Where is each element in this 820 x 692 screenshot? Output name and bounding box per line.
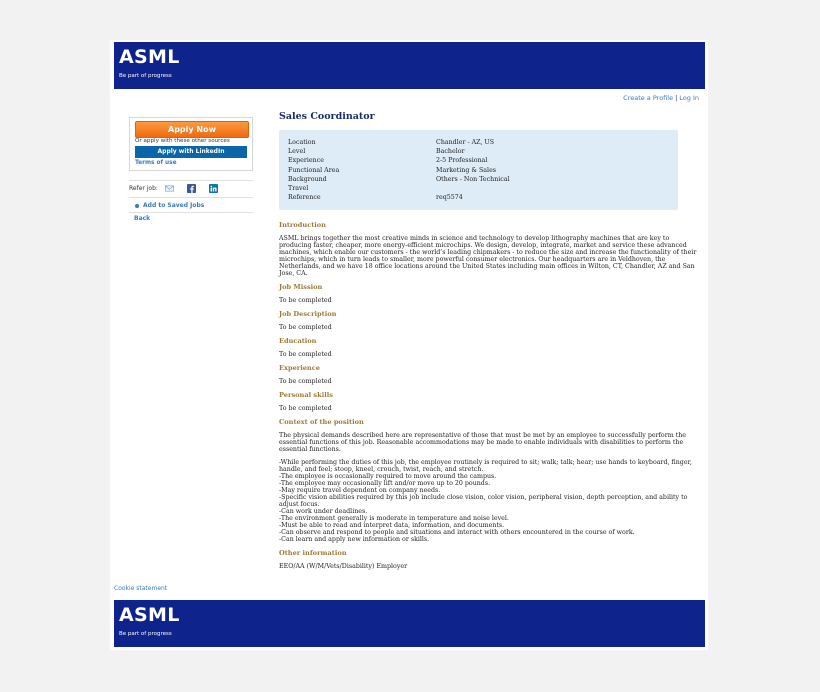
job-details-box [279, 130, 678, 210]
details-label: Experience [288, 157, 324, 165]
cookie-statement-link[interactable]: Cookie statement [114, 585, 168, 592]
section-body: To be completed [279, 324, 332, 331]
email-icon[interactable] [165, 184, 174, 193]
job-details-table [288, 138, 510, 202]
add-to-saved-jobs-link[interactable] [135, 202, 204, 209]
details-row [288, 184, 510, 193]
asml-footer-logo[interactable]: ASML [119, 604, 180, 626]
top-links [623, 94, 699, 102]
back-link[interactable]: Back [134, 215, 151, 222]
section-heading: Introduction [279, 221, 326, 229]
section-heading: Job Mission [279, 283, 323, 291]
linkedin-icon[interactable] [209, 184, 218, 193]
context-list-item: -Can learn and apply new information or skills. [279, 536, 430, 543]
section-body: To be completed [279, 351, 332, 358]
details-label: Reference [288, 194, 321, 202]
job-section [279, 391, 699, 412]
top-links-separator: | [675, 94, 678, 102]
section-heading: Other information [279, 549, 347, 557]
context-list-item: -May require travel dependent on company needs. [279, 487, 441, 494]
context-list-item: -The employee is occasionally required to move around the campus. [279, 473, 497, 480]
job-section [279, 221, 699, 277]
details-row [288, 175, 510, 184]
section-body: To be completed [279, 405, 332, 412]
context-list [279, 459, 699, 543]
terms-of-use-link[interactable]: Terms of use [135, 160, 177, 166]
refer-job-label: Refer job: [129, 185, 158, 192]
section-heading: Job Description [279, 310, 337, 318]
apply-box [129, 117, 253, 171]
section-heading: Personal skills [279, 391, 333, 399]
sidebar-divider [129, 212, 253, 213]
section-body: To be completed [279, 378, 332, 385]
context-list-item: -The employee may occasionally lift and/or move up to 20 pounds. [279, 480, 491, 487]
details-row [288, 156, 510, 165]
section-body: To be completed [279, 297, 332, 304]
context-list-item: -The environment generally is moderate in temperature and noise level. [279, 515, 509, 522]
details-label: Background [288, 175, 327, 183]
asml-logo[interactable]: ASML [119, 46, 180, 68]
bullet-icon [135, 204, 139, 208]
job-section [279, 283, 699, 304]
footer-banner [114, 600, 705, 647]
context-list-item: -Must be able to read and interpret data, information, and documents. [279, 522, 505, 529]
header-tagline: Be part of progress [119, 73, 172, 79]
details-value: 2-5 Professional [436, 157, 488, 165]
context-list-item: -Can work under deadlines. [279, 508, 368, 515]
job-title: Sales Coordinator [279, 111, 375, 122]
details-label: Level [288, 148, 306, 156]
job-section [279, 337, 699, 358]
header-banner [114, 42, 705, 89]
section-heading: Education [279, 337, 317, 345]
section-body: ASML brings together the most creative minds in science and technology to develop lithography machines that are key to producing faster, cheaper, more energy-efficient microchips. We design, develop, integrate, market and service these advanced machines, which enable our customers - the world’s leading chipmakers - to reduce the size and increase the functionality of their microchips, which in turn leads to smaller, more powerful consumer electronics. Our headquarters are in Veldhoven, the Netherlands, and we have 18 office locations around the United States including main offices in Wilton, CT, Chandler, AZ and San Jose, CA. [279, 235, 697, 277]
context-intro: The physical demands described here are representative of those that must be met by an employee to successfully perform the essential functions of this job. Reasonable accommodations may be made to enable individuals with disabilities to perform the essential functions. [279, 432, 687, 453]
details-value: req5574 [436, 194, 463, 202]
other-info-section [279, 549, 699, 570]
context-section [279, 418, 699, 543]
details-label: Functional Area [288, 166, 340, 174]
sidebar-divider [129, 180, 253, 181]
context-list-item: -While performing the duties of this job, the employee routinely is required to sit; walk; talk; hear; use hands to keyboard, finger, handle, and feel; stoop, kneel, crouch, twist, reach, and stretch. [279, 459, 692, 473]
create-profile-link[interactable]: Create a Profile [623, 94, 674, 102]
job-content [279, 221, 699, 576]
details-value [436, 184, 510, 193]
facebook-icon[interactable] [187, 184, 196, 193]
sidebar-divider [129, 197, 253, 198]
footer-tagline: Be part of progress [119, 631, 172, 637]
details-row [288, 166, 510, 175]
login-link[interactable]: Log In [679, 94, 699, 102]
job-section [279, 364, 699, 385]
details-row [288, 147, 510, 156]
details-row [288, 193, 510, 202]
context-list-item: -Specific vision abilities required by this job include close vision, color vision, peripheral vision, depth perception, and ability to adjust focus. [279, 494, 688, 508]
apply-other-sources-label: Or apply with these other sources [135, 138, 230, 144]
job-page [110, 40, 708, 650]
add-to-saved-jobs-label: Add to Saved Jobs [143, 202, 205, 209]
apply-linkedin-button[interactable]: Apply with LinkedIn [135, 146, 247, 158]
section-heading: Context of the position [279, 418, 364, 426]
details-value: Bachelor [436, 148, 465, 156]
job-section [279, 310, 699, 331]
details-value: Others - Non Technical [436, 175, 510, 183]
context-list-item: -Can observe and respond to people and situations and interact with others encountered in the course of work. [279, 529, 635, 536]
details-value: Marketing & Sales [436, 166, 497, 174]
section-body: EEO/AA (W/M/Vets/Disability) Employer [279, 563, 408, 570]
section-heading: Experience [279, 364, 320, 372]
apply-now-button[interactable]: Apply Now [135, 121, 249, 138]
details-label: Travel [288, 185, 309, 193]
details-value: Chandler - AZ, US [436, 139, 495, 146]
details-label: Location [288, 139, 316, 146]
details-row [288, 138, 510, 147]
